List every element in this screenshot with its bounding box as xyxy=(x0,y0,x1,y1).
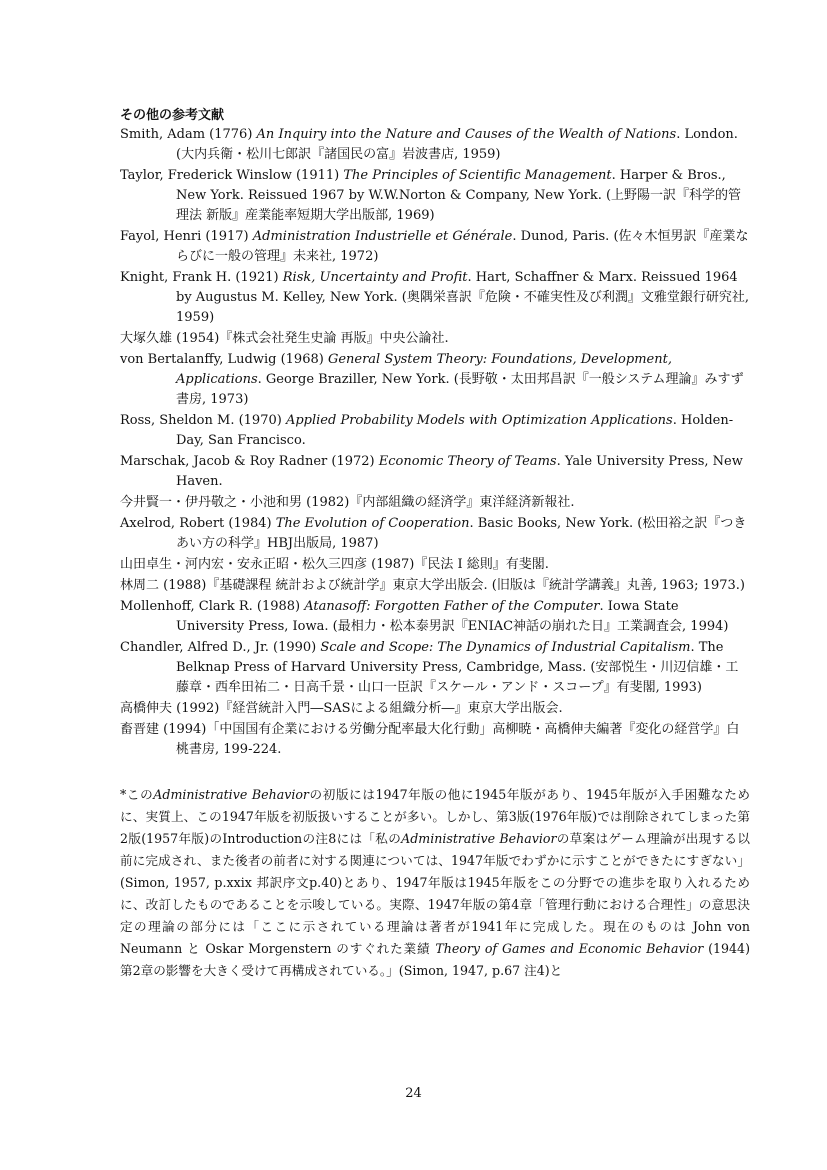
footnote xyxy=(120,784,750,982)
reference-text: . Basic Books, New York. (松田裕之訳『つきあい方の科学』HBJ出版局, 1987) xyxy=(176,516,747,551)
reference-entry xyxy=(120,350,750,410)
reference-title: Administration Industrielle et Générale xyxy=(252,229,513,244)
footnote-text: *この xyxy=(120,787,154,802)
footnote-italic: Theory of Games and Economic Behavior xyxy=(435,941,704,956)
reference-title: Economic Theory of Teams xyxy=(378,454,557,469)
reference-text: von Bertalanffy, Ludwig (1968) xyxy=(120,352,328,367)
reference-text: . Dunod, Paris. (佐々木恒男訳『産業ならびに一般の管理』未来社, 1972) xyxy=(176,229,749,264)
reference-entry xyxy=(120,166,750,226)
section-heading: その他の参考文献 xyxy=(120,108,225,123)
reference-list xyxy=(120,125,750,760)
reference-text: Smith, Adam (1776) xyxy=(120,127,257,142)
reference-text: . London. (大内兵衛・松川七郎訳『諸国民の富』岩波書店, 1959) xyxy=(176,127,738,162)
reference-title: Scale and Scope: The Dynamics of Industrial Capitalism xyxy=(320,640,691,655)
reference-entry xyxy=(120,638,750,698)
reference-text: . Iowa State University Press, Iowa. (最相力・松本泰男訳『ENIAC神話の崩れた日』工業調査会, 1994) xyxy=(176,599,729,634)
reference-entry xyxy=(120,576,750,596)
reference-text: Knight, Frank H. (1921) xyxy=(120,270,283,285)
reference-title: Applied Probability Models with Optimization Applications xyxy=(285,413,673,428)
footnote-italic: Administrative Behavior xyxy=(401,831,557,846)
reference-title: The Principles of Scientific Management xyxy=(343,168,612,183)
reference-entry xyxy=(120,699,750,719)
reference-text: Chandler, Alfred D., Jr. (1990) xyxy=(120,640,321,655)
reference-text: Fayol, Henri (1917) xyxy=(120,229,253,244)
reference-text: . Harper & Bros., New York. Reissued 1967 by W.W.Norton & Company, New York. (上野陽一訳『科学的管理法 新版』産業能率短期大学出版部, 1969) xyxy=(176,168,742,223)
page-number: 24 xyxy=(405,1086,422,1101)
reference-entry xyxy=(120,227,750,267)
reference-title: Risk, Uncertainty and Profit xyxy=(282,270,468,285)
reference-title: General System Theory: Foundations, Development, Applications xyxy=(176,352,672,387)
reference-text: 今井賢一・伊丹敬之・小池和男 (1982)『内部組織の経済学』東洋経済新報社. xyxy=(120,495,575,510)
reference-text: 畜晋建 (1994)「中国国有企業における労働分配率最大化行動」高柳暁・高橋伸夫編著『変化の経営学』白桃書房, 199-224. xyxy=(120,722,740,757)
reference-entry xyxy=(120,268,750,328)
footnote-text: (1944) 第2章の影響を大きく受けて再構成されている。」(Simon, 1947, p.67 注4)と xyxy=(120,941,750,978)
reference-entry xyxy=(120,452,750,492)
reference-entry xyxy=(120,720,750,760)
reference-title: The Evolution of Cooperation xyxy=(275,516,470,531)
reference-text: 大塚久雄 (1954)『株式会社発生史論 再版』中央公論社. xyxy=(120,331,449,346)
reference-entry xyxy=(120,329,750,349)
reference-entry xyxy=(120,411,750,451)
footnote-italic: Administrative Behavior xyxy=(153,787,309,802)
reference-text: Ross, Sheldon M. (1970) xyxy=(120,413,286,428)
document-page xyxy=(120,104,750,982)
reference-text: . The Belknap Press of Harvard University Press, Cambridge, Mass. (安部悦生・川辺信雄・工藤章・西牟田祐二・日高千景・山口一臣訳『スケール・アンド・スコープ』有斐閣, 1993) xyxy=(176,640,739,695)
reference-entry xyxy=(120,555,750,575)
reference-text: 山田卓生・河内宏・安永正昭・松久三四彦 (1987)『民法 I 総則』有斐閣. xyxy=(120,557,549,572)
footnote-text: の初版には1947年版の他に1945年版があり、1945年版が入手困難なために、実質上、この1947年版を初版扱いすることが多い。しかし、第3版(1976年版)では削除されてしまった第2版(1957年版)のIntroductionの注8には「私の xyxy=(120,787,750,846)
reference-text: 高橋伸夫 (1992)『経営統計入門―SASによる組織分析―』東京大学出版会. xyxy=(120,701,563,716)
reference-text: . Holden-Day, San Francisco. xyxy=(176,413,734,448)
reference-entry xyxy=(120,125,750,165)
reference-text: Marschak, Jacob & Roy Radner (1972) xyxy=(120,454,379,469)
reference-text: Taylor, Frederick Winslow (1911) xyxy=(120,168,344,183)
reference-text: Axelrod, Robert (1984) xyxy=(120,516,276,531)
reference-title: Atanasoff: Forgotten Father of the Computer xyxy=(304,599,600,614)
reference-text: 林周二 (1988)『基礎課程 統計および統計学』東京大学出版会. (旧版は『統計学講義』丸善, 1963; 1973.) xyxy=(120,578,745,593)
reference-text: . George Braziller, New York. (長野敬・太田邦昌訳『一般システム理論』みすず書房, 1973) xyxy=(176,372,744,407)
reference-text: Mollenhoff, Clark R. (1988) xyxy=(120,599,305,614)
reference-title: An Inquiry into the Nature and Causes of the Wealth of Nations xyxy=(256,127,677,142)
reference-text: . Yale University Press, New Haven. xyxy=(176,454,743,489)
reference-entry xyxy=(120,493,750,513)
reference-text: . Hart, Schaffner & Marx. Reissued 1964 by Augustus M. Kelley, New York. (奥隅栄喜訳『危険・不確実性及び利潤』文雅堂銀行研究社, 1959) xyxy=(176,270,750,325)
reference-entry xyxy=(120,597,750,637)
footnote-text: の草案はゲーム理論が出現する以前に完成され、また後者の前者に対する関連については、1947年版でわずかに示すことができたにすぎない」(Simon, 1957, p.xxix 邦訳序文p.40)とあり、1947年版は1945年版をこの分野での進歩を取り入れるために、改訂したものであることを示唆している。実際、1947年版の第4章「管理行動における合理性」の意思決定の理論の部分には「ここに示されている理論は著者が1941年に完成した。現在のものは John von Neumann と Oskar Morgenstern のすぐれた業績 xyxy=(120,831,750,956)
reference-entry xyxy=(120,514,750,554)
